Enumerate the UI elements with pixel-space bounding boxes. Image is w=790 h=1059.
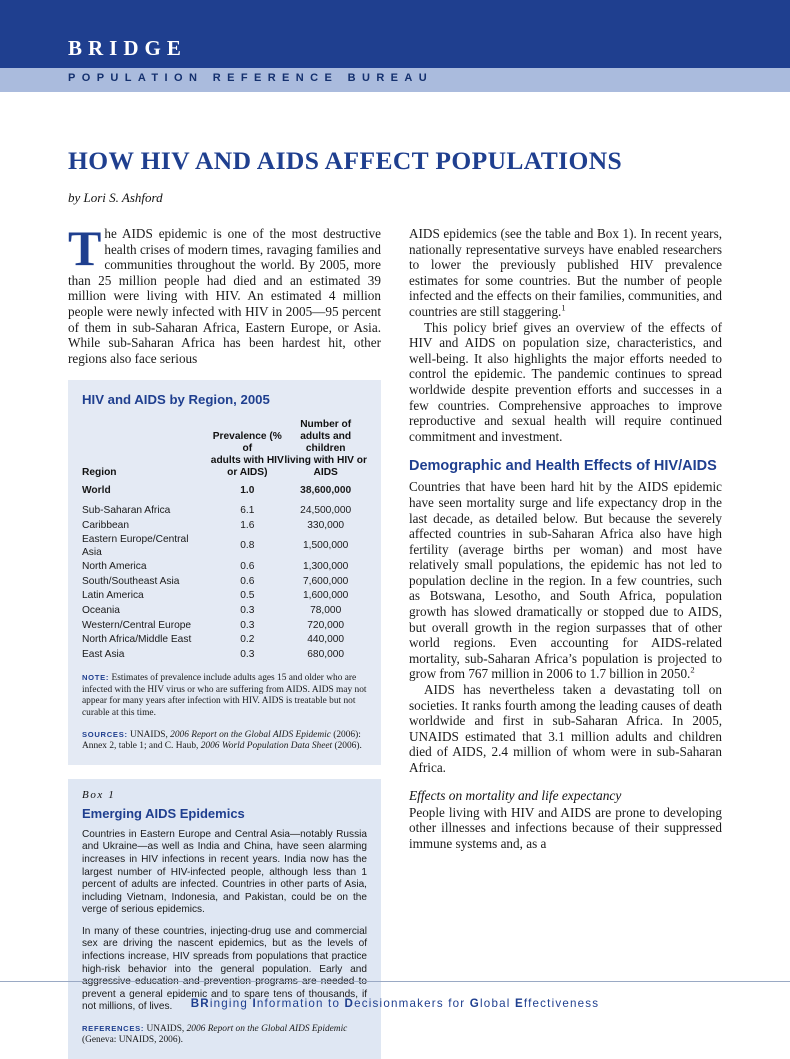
table-header-number bbox=[284, 419, 367, 484]
table-cell-number: 680,000 bbox=[307, 648, 345, 660]
table-row bbox=[82, 560, 367, 575]
table-cell-region: Western/Central Europe bbox=[82, 619, 192, 631]
table-row bbox=[82, 519, 367, 534]
page-title: HOW HIV AND AIDS AFFECT POPULATIONS bbox=[68, 146, 623, 175]
table-row bbox=[82, 504, 367, 519]
table-cell-number: 720,000 bbox=[307, 619, 345, 631]
box-1-references-label: REFERENCES: bbox=[82, 1024, 145, 1034]
table-header-prevalence-line1: Prevalence (% of bbox=[212, 431, 282, 455]
table-cell-number: 7,600,000 bbox=[303, 575, 349, 587]
table-header-number-line2: living with HIV or AIDS bbox=[284, 455, 367, 479]
lead-paragraph bbox=[68, 220, 381, 366]
table-header-prevalence bbox=[210, 419, 284, 484]
footer-tagline-bold: D bbox=[344, 997, 355, 1010]
table-title: HIV and AIDS by Region, 2005 bbox=[82, 392, 270, 408]
organization-bar bbox=[0, 68, 790, 92]
footer-tagline-bold: E bbox=[514, 997, 524, 1010]
table-cell-number: 78,000 bbox=[310, 605, 342, 616]
table-cell-prevalence: 0.6 bbox=[240, 575, 255, 587]
footer-tagline-light: ecisionmakers for bbox=[354, 997, 470, 1010]
lead-paragraph-text: he AIDS epidemic is one of the most destructive health crises of modern times, ravaging families and communities throughout the world. By 2005, more than 25 million people had died and an estimated 39 million were living with HIV. An estimated 4 million people were newly infected with HIV in 2005—95 percent of them in sub-Saharan Africa, Eastern Europe, or Asia. While sub-Saharan Africa has been hardest hit, other regions also face serious bbox=[68, 226, 381, 366]
table-header-region: Region bbox=[82, 467, 117, 479]
table-cell-prevalence: 0.6 bbox=[240, 561, 255, 573]
table-cell-prevalence: 0.3 bbox=[240, 619, 255, 631]
table-row bbox=[82, 589, 367, 604]
table-cell-region: Latin America bbox=[82, 590, 144, 602]
footer-tagline-light: ffectiveness bbox=[523, 997, 600, 1010]
table-cell-number: 1,500,000 bbox=[303, 540, 349, 552]
table-cell-region: Sub-Saharan Africa bbox=[82, 505, 171, 517]
hiv-aids-table-box bbox=[68, 380, 381, 764]
table-sources-label: SOURCES: bbox=[82, 729, 128, 739]
table-note-label: NOTE: bbox=[82, 673, 110, 683]
table-cell-prevalence: 0.5 bbox=[240, 590, 255, 602]
right-column-continued-paragraph bbox=[409, 226, 722, 320]
table-row bbox=[82, 619, 367, 634]
table-cell-prevalence: 1.6 bbox=[240, 519, 255, 531]
footnote-marker-1: 1 bbox=[561, 302, 566, 313]
table-body bbox=[82, 484, 367, 662]
footer-tagline-light: lobal bbox=[480, 997, 515, 1010]
table-sources-italic-1: 2006 Report on the Global AIDS Epidemic bbox=[170, 729, 331, 740]
section-paragraph-2: AIDS has nevertheless taken a devastating toll on societies. It ranks fourth among the leading causes of death worldwide and first in sub-Saharan Africa. In 2005, UNAIDS estimated that 3.1 million adults and children died of AIDS, 2.4 million of whom were in sub-Saharan Africa. bbox=[409, 682, 722, 775]
right-column bbox=[409, 226, 722, 1059]
box-1-references-text-2: (Geneva: UNAIDS, 2006). bbox=[82, 1035, 184, 1046]
table-row bbox=[82, 533, 367, 560]
table-row bbox=[82, 484, 367, 499]
footer-tagline-bold: G bbox=[469, 997, 481, 1010]
footer-tagline bbox=[0, 997, 790, 1010]
table-sources bbox=[82, 729, 367, 753]
hiv-aids-table bbox=[82, 419, 367, 662]
footer-tagline-light: inging bbox=[209, 997, 253, 1010]
brand-title: BRIDGE bbox=[68, 36, 187, 60]
table-cell-region: Caribbean bbox=[82, 519, 130, 531]
table-cell-number: 330,000 bbox=[307, 519, 345, 531]
table-row bbox=[82, 575, 367, 590]
table-note bbox=[82, 672, 367, 719]
table-cell-region: Eastern Europe/Central Asia bbox=[82, 534, 189, 558]
subsection-paragraph: People living with HIV and AIDS are prone to developing other illnesses and infections because of their suppressed immune systems and, as a bbox=[409, 804, 722, 851]
table-cell-number: 440,000 bbox=[307, 634, 345, 646]
table-sources-text-2: (2006): Annex 2, table 1; and C. Haub, bbox=[82, 729, 361, 752]
right-column-continued-text: AIDS epidemics (see the table and Box 1). In recent years, nationally representative surveys have enabled researchers to lower the previously published HIV prevalence estimates for some countries. But the number of people infected and the effects on their families, communities, and countries are still staggering. bbox=[409, 226, 722, 319]
table-sources-italic-2: 2006 World Population Data Sheet bbox=[200, 741, 333, 752]
left-column bbox=[68, 220, 381, 1059]
table-row bbox=[82, 633, 367, 648]
box-1-title: Emerging AIDS Epidemics bbox=[82, 805, 245, 821]
document-page bbox=[0, 146, 790, 1059]
table-cell-prevalence: 0.3 bbox=[240, 605, 255, 616]
two-column-layout bbox=[68, 220, 722, 1059]
table-cell-region: North Africa/Middle East bbox=[82, 634, 192, 646]
box-1 bbox=[68, 779, 381, 1059]
table-cell-prevalence: 0.3 bbox=[240, 648, 255, 660]
byline: by Lori S. Ashford bbox=[68, 190, 163, 205]
footer-tagline-bold: BR bbox=[190, 997, 210, 1010]
table-sources-text-3: (2006). bbox=[332, 741, 362, 752]
table-cell-region: World bbox=[82, 485, 111, 497]
table-head bbox=[82, 419, 367, 484]
table-cell-region: North America bbox=[82, 561, 147, 573]
table-cell-number: 1,600,000 bbox=[303, 590, 349, 602]
organization-name: POPULATION REFERENCE BUREAU bbox=[68, 72, 434, 84]
box-1-references bbox=[82, 1023, 367, 1047]
table-cell-region: Oceania bbox=[82, 605, 120, 616]
table-cell-region: South/Southeast Asia bbox=[82, 575, 180, 587]
box-1-references-italic: 2006 Report on the Global AIDS Epidemic bbox=[186, 1024, 348, 1035]
box-1-label: Box 1 bbox=[82, 788, 116, 801]
table-cell-prevalence: 1.0 bbox=[240, 485, 255, 497]
section-paragraph-1 bbox=[409, 479, 722, 682]
table-cell-region: East Asia bbox=[82, 648, 125, 660]
footnote-marker-2: 2 bbox=[690, 665, 695, 676]
drop-cap: T bbox=[68, 220, 102, 276]
table-cell-prevalence: 0.2 bbox=[240, 634, 255, 646]
table-sources-text-1: UNAIDS, bbox=[130, 729, 171, 740]
table-header-number-line1: Number of adults and children bbox=[300, 419, 352, 455]
table-cell-prevalence: 0.8 bbox=[240, 540, 255, 552]
footer-tagline-bold: I bbox=[252, 997, 257, 1010]
section-paragraph-1-text: Countries that have been hard hit by the AIDS epidemic have seen mortality surge and life expectancy drop in the last decade, as detailed below. But because the severely affected countries in sub-Saharan Africa also have high fertility (average births per woman) and most have relatively small populations, the epidemic has not led to population decline in the region. In a few countries, such as Botswana, Lesotho, and South Africa, population growth has slowed dramatically or stopped due to AIDS, but overall growth in the region surpasses that of other world regions. Even accounting for AIDS-related mortality, sub-Saharan Africa’s population is projected to grow from 767 million in 2006 to 1.7 billion in 2050. bbox=[409, 479, 722, 682]
subsection-heading-mortality: Effects on mortality and life expectancy bbox=[409, 787, 622, 803]
box-1-paragraph-1: Countries in Eastern Europe and Central Asia—notably Russia and Ukraine—as well as India and China, have seen alarming increases in HIV infections in recent years. India now has the largest number of HIV-infected people, although less than 1 percent of adults are infected. Countries in other parts of Asia, including Vietnam, Indonesia, and Pakistan, could be on the verge of serious epidemics. bbox=[82, 828, 367, 916]
table-header-row bbox=[82, 419, 367, 484]
table-cell-prevalence: 6.1 bbox=[240, 505, 255, 517]
box-1-paragraph-2: In many of these countries, injecting-drug use and commercial sex are driving the nascent epidemics, but as the levels of infections increase, HIV spreads from populations that practice high-risk behavior into the general population. Early and aggressive education and prevention programs are needed to prevent a general epidemic and to spare tens of thousands, if not millions, of lives. bbox=[82, 925, 367, 1013]
table-row bbox=[82, 648, 367, 663]
table-cell-number: 38,600,000 bbox=[300, 485, 352, 497]
table-note-text: Estimates of prevalence include adults ages 15 and older who are infected with the HIV virus or who are suffering from AIDS. AIDS may not appear for many years after infection with HIV. AIDS is treatable but not curable at this time. bbox=[82, 673, 367, 718]
section-heading-demographic: Demographic and Health Effects of HIV/AIDS bbox=[409, 458, 717, 475]
table-header-prevalence-line2: adults with HIV or AIDS) bbox=[210, 455, 284, 479]
footer-tagline-light: nformation to bbox=[256, 997, 345, 1010]
footer-divider bbox=[0, 981, 790, 982]
box-1-references-text-1: UNAIDS, bbox=[146, 1024, 187, 1035]
table-cell-number: 24,500,000 bbox=[300, 505, 352, 517]
policy-brief-paragraph: This policy brief gives an overview of the effects of HIV and AIDS on population size, characteristics, and well-being. It also highlights the major efforts needed to control the epidemic. The pandemic continues to spread worldwide despite prevention efforts and successes in a few countries. Comprehensive approaches to improve reproductive and sexual health will require continued commitment and investment. bbox=[409, 319, 722, 444]
masthead bbox=[0, 0, 790, 68]
table-cell-number: 1,300,000 bbox=[303, 561, 349, 573]
table-row bbox=[82, 604, 367, 619]
